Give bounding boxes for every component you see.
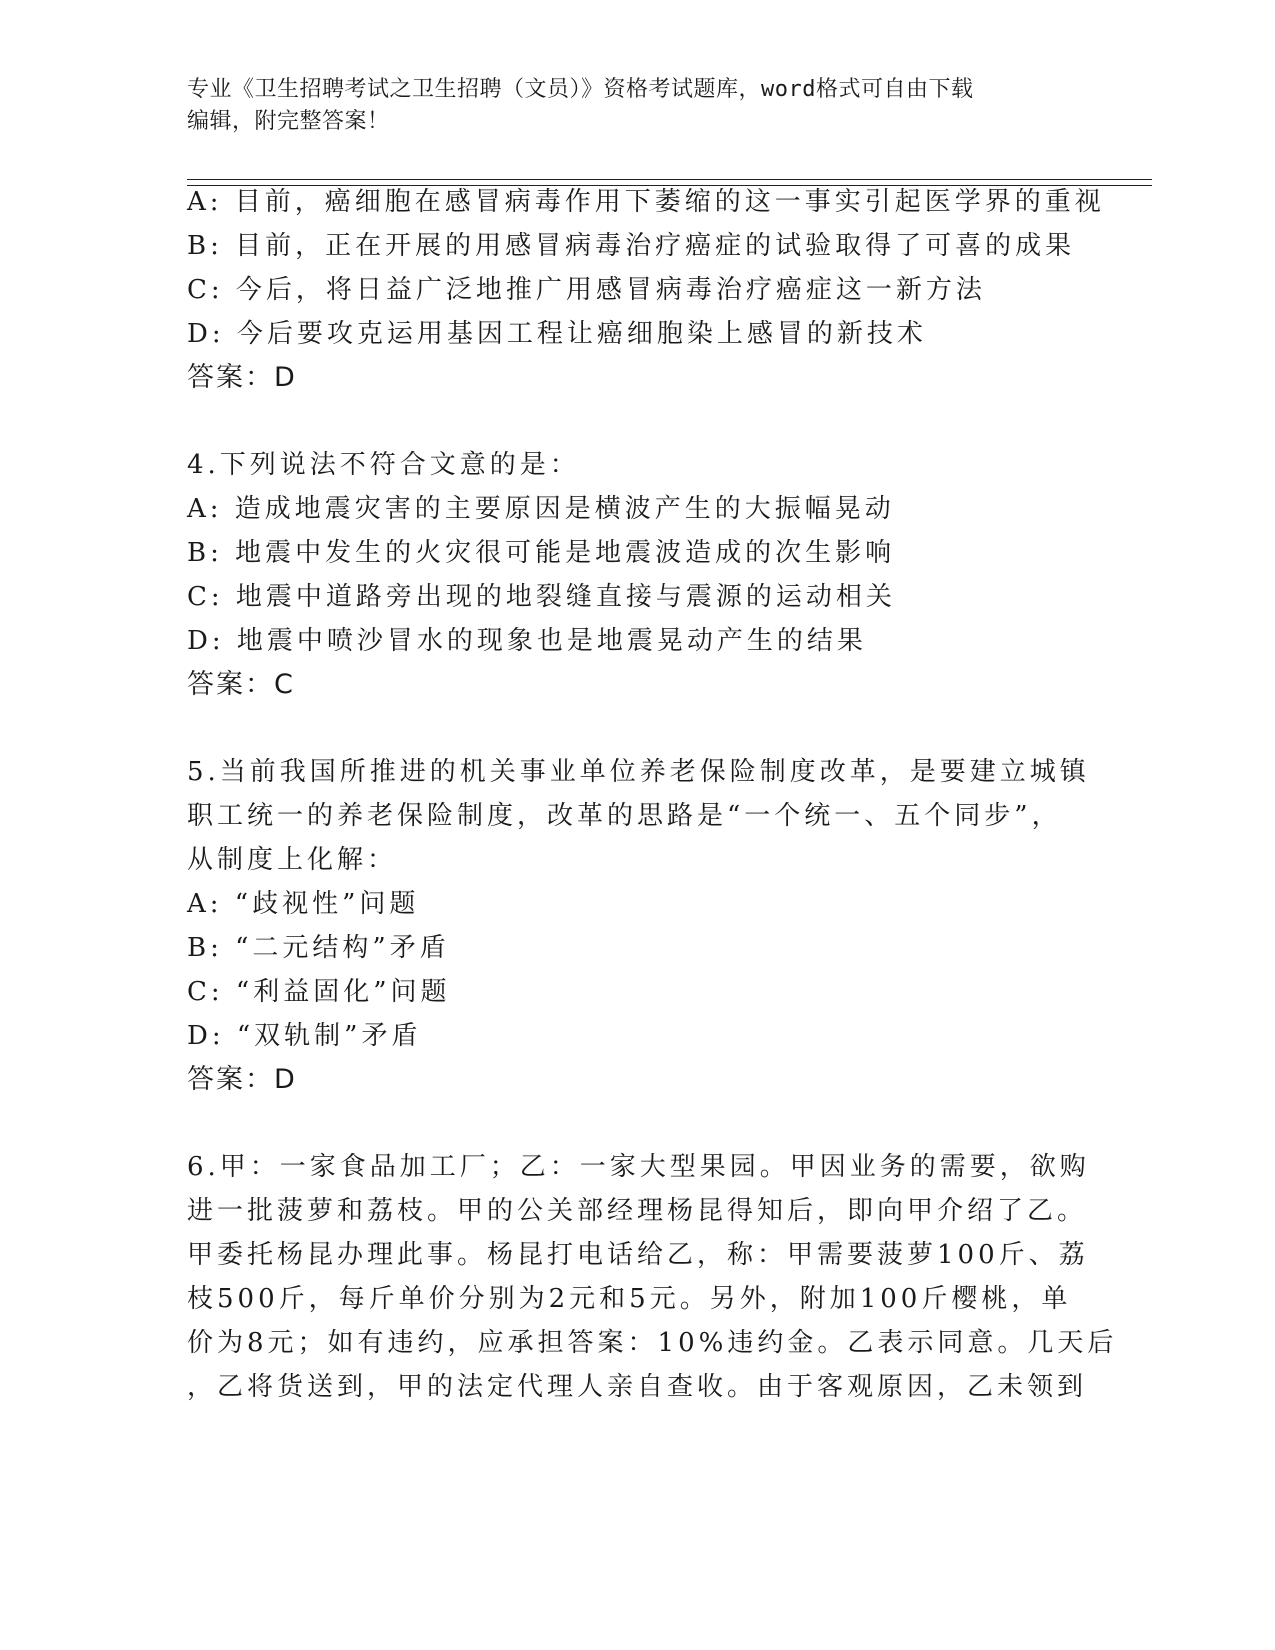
q3-option-a: A: 目前，癌细胞在感冒病毒作用下萎缩的这一事实引起医学界的重视 bbox=[187, 187, 1105, 217]
q4-option-c: C: 地震中道路旁出现的地裂缝直接与震源的运动相关 bbox=[187, 582, 896, 612]
q5-stem-line-1: 5.当前我国所推进的机关事业单位养老保险制度改革，是要建立城镇 bbox=[187, 757, 1090, 787]
q6-stem-line-5: 价为8元；如有违约，应承担答案：10%违约金。乙表示同意。几天后 bbox=[187, 1328, 1118, 1358]
q6-stem-line-4: 枝500斤，每斤单价分别为2元和5元。另外，附加100斤樱桃，单 bbox=[187, 1284, 1072, 1314]
q5-stem-line-2: 职工统一的养老保险制度，改革的思路是“一个统一、五个同步”， bbox=[187, 801, 1062, 831]
q4-option-b: B: 地震中发生的火灾很可能是地震波造成的次生影响 bbox=[187, 538, 896, 568]
q4-stem: 4.下列说法不符合文意的是： bbox=[187, 450, 580, 480]
q4-option-d: D: 地震中喷沙冒水的现象也是地震晃动产生的结果 bbox=[187, 626, 867, 656]
header-line-1: 专业《卫生招聘考试之卫生招聘（文员）》资格考试题库，word格式可自由下载 bbox=[187, 77, 974, 102]
q6-stem-line-3: 甲委托杨昆办理此事。杨昆打电话给乙，称：甲需要菠萝100斤、荔 bbox=[187, 1240, 1089, 1270]
q4-answer: 答案：C bbox=[187, 669, 295, 700]
q4-option-a: A: 造成地震灾害的主要原因是横波产生的大振幅晃动 bbox=[187, 494, 895, 524]
header-line-2: 编辑，附完整答案！ bbox=[187, 109, 390, 134]
q5-stem-line-3: 从制度上化解： bbox=[187, 845, 398, 875]
q5-option-b: B: “二元结构”矛盾 bbox=[187, 933, 450, 963]
q6-stem-line-2: 进一批菠萝和荔枝。甲的公关部经理杨昆得知后，即向甲介绍了乙。 bbox=[187, 1196, 1088, 1226]
document-header bbox=[187, 74, 1087, 138]
q5-answer: 答案：D bbox=[187, 1064, 297, 1095]
q6-stem-line-1: 6.甲：一家食品加工厂；乙：一家大型果园。甲因业务的需要，欲购 bbox=[187, 1152, 1090, 1182]
q5-option-d: D: “双轨制”矛盾 bbox=[187, 1021, 422, 1051]
q3-option-b: B: 目前，正在开展的用感冒病毒治疗癌症的试验取得了可喜的成果 bbox=[187, 231, 1076, 261]
q3-option-d: D: 今后要攻克运用基因工程让癌细胞染上感冒的新技术 bbox=[187, 319, 927, 349]
header-divider-top bbox=[187, 179, 1152, 180]
q5-option-c: C: “利益固化”问题 bbox=[187, 977, 451, 1007]
q5-option-a: A: “歧视性”问题 bbox=[187, 889, 420, 919]
q3-option-c: C: 今后，将日益广泛地推广用感冒病毒治疗癌症这一新方法 bbox=[187, 275, 986, 305]
q6-stem-line-6: ，乙将货送到，甲的法定代理人亲自查收。由于客观原因，乙未领到 bbox=[187, 1372, 1088, 1402]
q3-answer: 答案：D bbox=[187, 362, 297, 393]
